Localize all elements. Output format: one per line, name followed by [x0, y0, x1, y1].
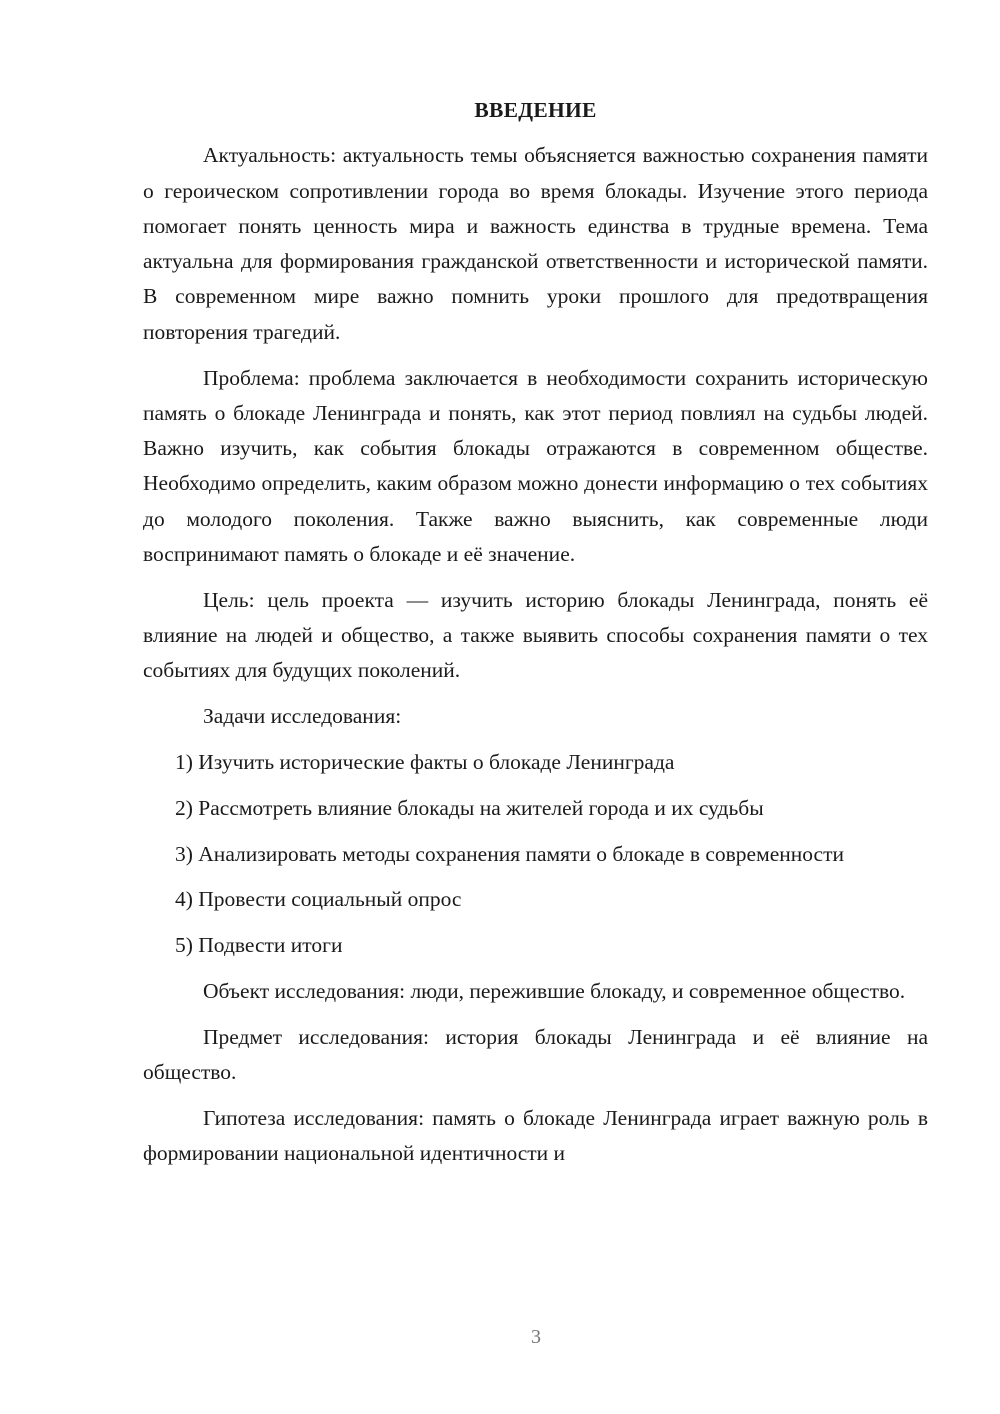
- page-content: [143, 93, 928, 1172]
- task-item: 1) Изучить исторические факты о блокаде Ленинграда: [175, 750, 675, 775]
- paragraph-problem: Проблема: проблема заключается в необходимости сохранить историческую память о блокаде Ленинграда и понять, как этот период повлиял на судьбы людей. Важно изучить, как события блокады отражаются в современном обществе. Необходимо определить, каким образом можно донести информацию о тех событиях до молодого поколения. Также важно выяснить, как современные люди воспринимают память о блокаде и её значение.: [143, 365, 928, 567]
- paragraph-subject: Предмет исследования: история блокады Ленинграда и её влияние на общество.: [143, 1024, 928, 1085]
- task-item: 3) Анализировать методы сохранения памяти о блокаде в современности: [175, 841, 844, 866]
- tasks-title: Задачи исследования:: [203, 704, 402, 729]
- task-item: 4) Провести социальный опрос: [175, 887, 462, 912]
- task-item: 5) Подвести итоги: [175, 933, 343, 958]
- section-heading: ВВЕДЕНИЕ: [474, 98, 597, 122]
- task-item: 2) Рассмотреть влияние блокады на жителей города и их судьбы: [175, 795, 764, 820]
- paragraph-object: Объект исследования: люди, пережившие блокаду, и современное общество.: [203, 979, 906, 1004]
- page-number: 3: [531, 1326, 541, 1348]
- paragraph-goal: Цель: цель проекта — изучить историю блокады Ленинграда, понять её влияние на людей и общество, а также выявить способы сохранения памяти о тех событиях для будущих поколений.: [143, 587, 928, 683]
- paragraph-relevance: Актуальность: актуальность темы объясняется важностью сохранения памяти о героическом сопротивлении города во время блокады. Изучение этого периода помогает понять ценность мира и важность единства в трудные времена. Тема актуальна для формирования гражданской ответственности и исторической памяти. В современном мире важно помнить уроки прошлого для предотвращения повторения трагедий.: [143, 143, 928, 344]
- paragraph-hypothesis: Гипотеза исследования: память о блокаде Ленинграда играет важную роль в формировании национальной идентичности и: [143, 1105, 928, 1166]
